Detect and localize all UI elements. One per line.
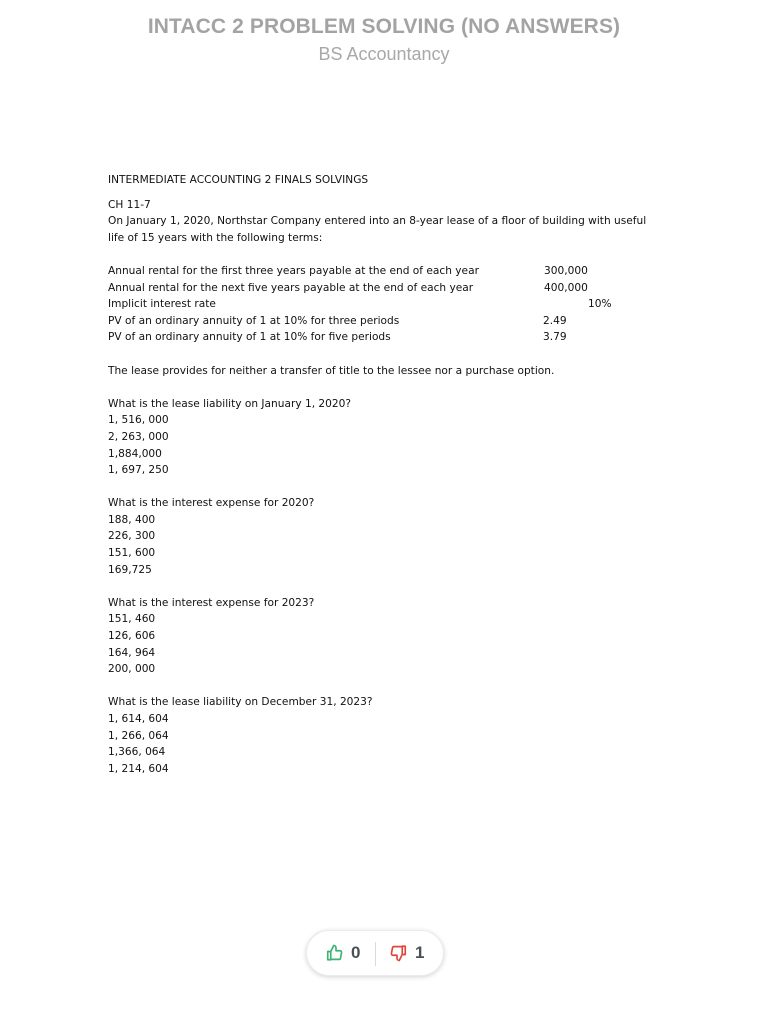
answer-option: 2, 263, 000 — [108, 430, 169, 443]
question-text: What is the interest expense for 2023? — [108, 596, 315, 609]
term-label: Annual rental for the next five years payable at the end of each year — [108, 281, 474, 294]
document-title: INTACC 2 PROBLEM SOLVING (NO ANSWERS) — [147, 15, 621, 38]
answer-option: 164, 964 — [108, 646, 156, 659]
term-value: 2.49 — [543, 314, 567, 327]
terms-row — [108, 296, 668, 313]
answer-option: 151, 460 — [108, 613, 156, 626]
thumbs-down-icon — [389, 944, 408, 962]
term-label: PV of an ordinary annuity of 1 at 10% for five periods — [108, 331, 391, 344]
intro-line-1: On January 1, 2020, Northstar Company entered into an 8-year lease of a floor of building with useful — [108, 215, 647, 228]
thumbs-up-icon — [325, 944, 344, 962]
document-subtitle: BS Accountancy — [318, 44, 450, 64]
terms-row — [108, 313, 668, 330]
question-block — [108, 396, 668, 479]
downvote-count: 1 — [415, 943, 425, 962]
chapter-label: CH 11-7 — [108, 198, 151, 211]
lease-note: The lease provides for neither a transfer of title to the lessee nor a purchase option. — [108, 364, 555, 377]
answer-option: 1, 516, 000 — [108, 414, 169, 427]
document-header — [0, 14, 768, 66]
answer-option: 169,725 — [108, 563, 152, 576]
answer-option: 226, 300 — [108, 530, 156, 543]
vote-divider — [375, 942, 376, 966]
answer-option: 1, 214, 604 — [108, 762, 169, 775]
answer-option: 1,884,000 — [108, 447, 162, 460]
term-value: 300,000 — [544, 264, 588, 277]
answer-option: 188, 400 — [108, 513, 156, 526]
term-label: Annual rental for the first three years payable at the end of each year — [108, 264, 479, 277]
question-block — [108, 495, 668, 578]
terms-row — [108, 280, 668, 297]
answer-option: 200, 000 — [108, 663, 156, 676]
answer-option: 126, 606 — [108, 630, 156, 643]
vote-bar — [306, 930, 444, 976]
term-value: 10% — [588, 298, 612, 311]
answer-option: 151, 600 — [108, 547, 156, 560]
document-body — [108, 172, 668, 777]
question-text: What is the interest expense for 2020? — [108, 497, 315, 510]
term-value: 400,000 — [544, 281, 588, 294]
upvote-count: 0 — [351, 943, 361, 962]
question-text: What is the lease liability on January 1, 2020? — [108, 397, 352, 410]
intro-line-2: life of 15 years with the following terms: — [108, 231, 323, 244]
answer-option: 1, 614, 604 — [108, 713, 169, 725]
answer-option: 1,366, 064 — [108, 746, 166, 759]
question-block — [108, 694, 668, 777]
document-heading: INTERMEDIATE ACCOUNTING 2 FINALS SOLVINGS — [108, 174, 369, 186]
question-block — [108, 595, 668, 678]
downvote-button[interactable] — [389, 931, 424, 975]
term-label: Implicit interest rate — [108, 298, 216, 311]
answer-option: 1, 697, 250 — [108, 464, 169, 477]
question-text: What is the lease liability on December 31, 2023? — [108, 696, 373, 709]
term-label: PV of an ordinary annuity of 1 at 10% for three periods — [108, 314, 400, 327]
terms-row — [108, 329, 668, 346]
answer-option: 1, 266, 064 — [108, 729, 169, 742]
terms-row — [108, 263, 668, 280]
lease-terms-table — [108, 263, 668, 346]
term-value: 3.79 — [543, 331, 567, 344]
upvote-button[interactable] — [325, 931, 360, 975]
